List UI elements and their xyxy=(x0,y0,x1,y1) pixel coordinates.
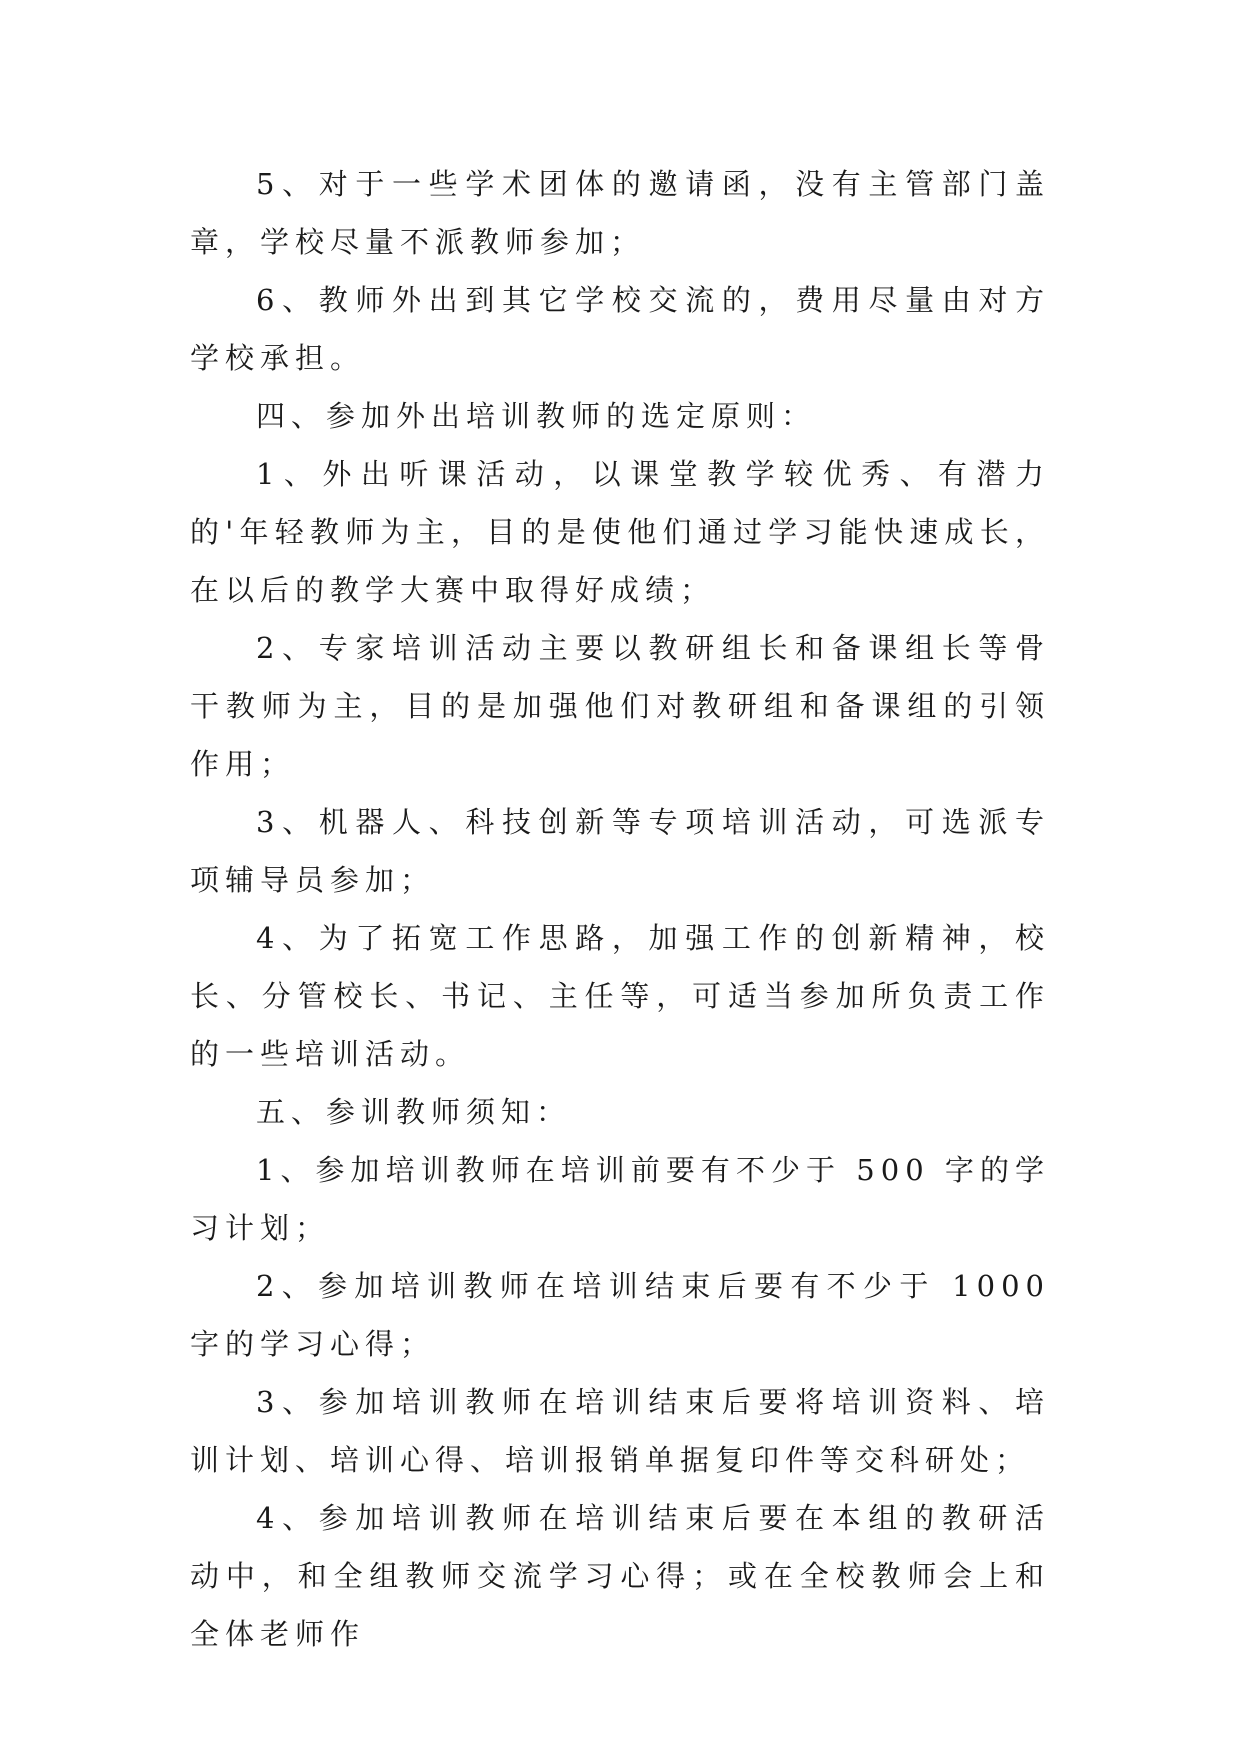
paragraph-notice-4: 4、参加培训教师在培训结束后要在本组的教研活动中，和全组教师交流学习心得；或在全校教师会上和全体老师作 xyxy=(190,1501,1050,1651)
paragraph-item-6-exchange-cost: 6、教师外出到其它学校交流的，费用尽量由对方学校承担。 xyxy=(190,283,1050,375)
paragraph-notice-2: 2、参加培训教师在培训结束后要有不少于 1000 字的学习心得； xyxy=(190,1269,1050,1361)
paragraph-principle-2: 2、专家培训活动主要以教研组长和备课组长等骨干教师为主，目的是加强他们对教研组和备课组的引领作用； xyxy=(190,631,1050,781)
paragraph-principle-1: 1、外出听课活动，以课堂教学较优秀、有潜力的'年轻教师为主，目的是使他们通过学习能快速成长，在以后的教学大赛中取得好成绩； xyxy=(190,457,1050,607)
document-page xyxy=(190,155,1050,1663)
paragraph-principle-4: 4、为了拓宽工作思路，加强工作的创新精神，校长、分管校长、书记、主任等，可适当参加所负责工作的一些培训活动。 xyxy=(190,921,1050,1071)
paragraph-item-5-invitation: 5、对于一些学术团体的邀请函，没有主管部门盖章，学校尽量不派教师参加； xyxy=(190,167,1050,259)
paragraph-notice-1: 1、参加培训教师在培训前要有不少于 500 字的学习计划； xyxy=(190,1153,1050,1245)
paragraph-notice-3: 3、参加培训教师在培训结束后要将培训资料、培训计划、培训心得、培训报销单据复印件等交科研处； xyxy=(190,1385,1050,1477)
section-heading-selection-principles: 四、参加外出培训教师的选定原则： xyxy=(256,399,817,433)
section-heading-trainee-notice: 五、参训教师须知： xyxy=(256,1095,572,1129)
paragraph-principle-3: 3、机器人、科技创新等专项培训活动，可选派专项辅导员参加； xyxy=(190,805,1050,897)
